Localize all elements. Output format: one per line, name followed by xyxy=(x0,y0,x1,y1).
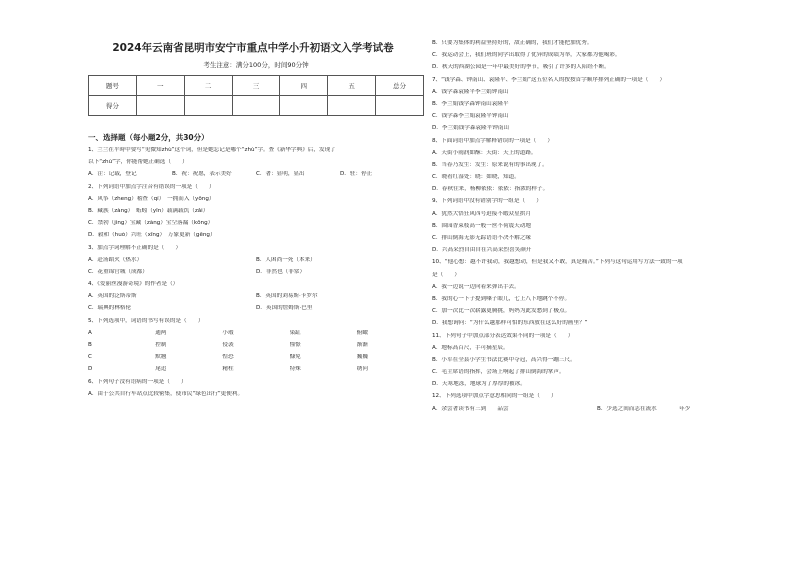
right-column xyxy=(432,40,762,418)
option[interactable]: A．钱学森袁隆平李兰娟钟南山 xyxy=(432,88,509,95)
option[interactable]: B．围园香束枝高一般一丝不荷震天动地 xyxy=(432,222,531,229)
option[interactable]: B．当春乃发生：发生：原来说有的事出现了。 xyxy=(432,161,548,168)
option[interactable]: B．只要为集体的利益坚持好的，敌正确的，我们才能把加优秀。 xyxy=(432,40,593,46)
question-text: 11、下列句子中加点部分表达效果不同的一项是（ ） xyxy=(432,332,574,339)
word: 染缸 xyxy=(289,329,301,336)
option[interactable]: B．小军在全县小学生书法比赛中夺冠，高兴得一蹦三尺。 xyxy=(432,356,576,363)
score-cell: 一 xyxy=(136,76,184,96)
option-row[interactable] xyxy=(88,330,424,337)
score-table xyxy=(88,75,424,116)
question-text: 3、加点字词理解不正确的是（ ） xyxy=(88,244,182,251)
word: 小瑕 xyxy=(222,329,234,336)
score-input-cell[interactable] xyxy=(136,96,184,116)
question-text: 以下“zhù”字，你能帮她正确选（ ） xyxy=(88,159,188,166)
option[interactable]: A．注：记载，登记 xyxy=(88,171,137,178)
option[interactable]: A．英国的泛斯蒂斯 xyxy=(88,293,137,300)
option[interactable]: D．秋天的西湖公园是一年中最美好的季节，吸引了许多的人陪经不断。 xyxy=(432,64,610,71)
score-input-cell[interactable] xyxy=(184,96,232,116)
option-row xyxy=(88,269,424,276)
option[interactable]: B．祝：祝愿，表示美好 xyxy=(172,171,232,178)
word: 慷免 xyxy=(289,354,301,361)
score-cell: 五 xyxy=(328,76,376,96)
option-row xyxy=(432,406,762,413)
score-cell: 题号 xyxy=(89,76,137,96)
score-table-score-row xyxy=(89,96,424,116)
word: 默翘 xyxy=(155,354,167,361)
option-letter: C xyxy=(88,354,92,361)
score-input-cell[interactable] xyxy=(280,96,328,116)
option[interactable]: A．余尝著读书有三到 品尝 xyxy=(432,405,509,412)
option-row xyxy=(88,171,424,178)
option[interactable]: B．藏族（zànɡ） 蚯蚓（yǐn）载满载饥（zǎi） xyxy=(88,207,209,214)
word: 巍巍 xyxy=(356,354,368,361)
exam-notice: 考生注意：满分100分，时间90分钟 xyxy=(203,61,309,69)
option-letter: B xyxy=(88,342,92,348)
option[interactable]: C．毛主席语的指挥，会场上响起了排山倒海的掌声。 xyxy=(432,369,565,376)
option[interactable]: C．加一次比一次崭露更腾挑，妈妈为此发愁到了极点。 xyxy=(432,308,571,315)
left-column xyxy=(88,40,424,403)
score-cell: 总分 xyxy=(376,76,424,96)
option[interactable]: A．犹然大悟狂风四号迫接不暇众星拱月 xyxy=(432,210,531,217)
option[interactable]: B．英国的刘易斯·卡罗尔 xyxy=(256,293,318,300)
question-text: 7、“钱学森、钟南山、袁隆平、李兰娟”这五位名人的按按首字顺序排列正确的一项是（ ） xyxy=(432,76,666,83)
score-input-cell[interactable] xyxy=(232,96,280,116)
option[interactable]: A．风筝（zhenɡ）稽查（qí） 一拥而入（yōnɡ） xyxy=(88,195,215,202)
option-row[interactable] xyxy=(88,354,424,361)
question-text: 2、下列词语中加点字注音有错误的一项是（ ） xyxy=(88,183,215,190)
word: 俯瞰 xyxy=(356,329,368,336)
word: 侵袭 xyxy=(222,342,234,348)
option-letter: D xyxy=(88,366,93,373)
score-cell: 得分 xyxy=(89,96,137,116)
option[interactable]: C．排山倒海无影无踪语语不决不解之缘 xyxy=(432,235,532,241)
word: 憧憬 xyxy=(289,342,301,348)
option[interactable]: D．兴高采烈自由自在兴高采烈喜笑颜开 xyxy=(432,247,532,254)
option-row xyxy=(88,305,424,312)
score-cell: 三 xyxy=(232,76,280,96)
option[interactable]: D．春秋往来，杨柳依依：依依：指浓的样子。 xyxy=(432,186,549,193)
option-row xyxy=(88,293,424,300)
word: 绣问 xyxy=(356,366,368,373)
word: 控制 xyxy=(155,342,167,348)
option[interactable]: D．英国的詹姆斯·巴里 xyxy=(256,305,313,312)
option[interactable]: B．少选之间而志在流水 年少 xyxy=(597,405,691,412)
option[interactable]: C．钱学森李兰娟袁隆平钟南山 xyxy=(432,113,509,120)
option[interactable]: A．我一边说一边向着来弹出手去。 xyxy=(432,283,520,290)
score-input-cell[interactable] xyxy=(328,96,376,116)
score-input-cell[interactable] xyxy=(376,96,424,116)
section-heading: 一、选择题（每小题2分，共30分） xyxy=(88,133,209,142)
option[interactable]: A．赴汤蹈火（热水） xyxy=(88,256,143,263)
option[interactable]: C．花重锦官城（成都） xyxy=(88,268,148,275)
option[interactable]: D．李兰娟钱学森袁隆平钟南山 xyxy=(432,125,510,132)
exam-title: 2024年云南省昆明市安宁市重点中学小升初语文入学考试卷 xyxy=(112,42,394,54)
question-text: 10、“他心想：越不许我动，我越想动，但是我又不敢，真是痛苦。”下列与这句运用写方法一致的一项 xyxy=(432,259,683,266)
score-cell: 二 xyxy=(184,76,232,96)
option[interactable]: A．由于公共自行车站点比较密集，使市民“绿色出行”更便利。 xyxy=(88,390,244,397)
score-table-header-row xyxy=(89,76,424,96)
option[interactable]: B．李兰娟钱学森钟南山袁隆平 xyxy=(432,100,509,107)
word: 渐渐 xyxy=(356,342,368,348)
score-cell: 四 xyxy=(280,76,328,96)
word: 惶恐 xyxy=(222,354,234,361)
option[interactable]: C．瑞典的林格伦 xyxy=(88,305,132,312)
question-text: 1、兰兰在平時中要写“见微知zhù”这个词，但是她忘记是哪个“zhù”字。查《新华字典》后，发现了 xyxy=(88,147,336,153)
option-row[interactable] xyxy=(88,342,424,349)
option[interactable]: D．毅和（huò）兴旺（xīnɡ） 万象更新（ɡēnɡ） xyxy=(88,232,216,239)
option[interactable]: D．天寒地冻，地球为了厚厚的被冰。 xyxy=(432,381,526,388)
word: 特殊 xyxy=(289,366,301,373)
word: 通两 xyxy=(155,329,167,336)
option[interactable]: C．晓看红湿处：晓：如晓，知道。 xyxy=(432,174,520,181)
option[interactable]: B．人困尚一死（本来） xyxy=(256,256,316,263)
option[interactable]: C．著：显明，显出 xyxy=(256,171,305,178)
question-text: 是（ ） xyxy=(432,271,460,278)
option[interactable]: D．非然也（非常） xyxy=(256,268,306,275)
option[interactable]: A．天街小雨润如酥：天街：天上的道路。 xyxy=(432,149,537,156)
question-text: 6、下列句子没有语病的一项是（ ） xyxy=(88,378,187,385)
question-text: 12、下列选项中加点字意思相同的一组是（ ） xyxy=(432,393,557,400)
option[interactable]: D．我想询问：“为什么越那样可怕的东西放在这么好的画里？” xyxy=(432,320,588,327)
option-letter: A xyxy=(88,329,92,336)
question-text: 4、《爱丽丝漫游奇境》的作者是（） xyxy=(88,281,179,288)
option[interactable]: D．驻：停止 xyxy=(340,171,373,178)
option-row[interactable] xyxy=(88,366,424,373)
option[interactable]: B．我的心一下子提到嗓子眼儿，七上八下地跳个不停。 xyxy=(432,295,571,302)
question-text: 9、下列词语中没有错别字的一组是（ ） xyxy=(432,198,542,205)
word: 精柱 xyxy=(222,366,234,373)
option[interactable]: A．地标高百尺，手可摘星辰。 xyxy=(432,344,509,351)
word: 尾追 xyxy=(155,366,167,373)
question-text: 5、下列选项中，词语的书写有误的是（ ） xyxy=(88,317,204,324)
question-text: 8、下面词语中加点字解释错误的一项是（ ） xyxy=(432,137,554,144)
option[interactable]: C．我运动会上，我们班的同学出取得了优异的成绩为举，大家都为他喝彩。 xyxy=(432,52,621,59)
option-row xyxy=(88,257,424,264)
option[interactable]: C．禁勃（jìnɡ）宝藏（zànɡ）宝空落漏（kōnɡ） xyxy=(88,220,214,227)
